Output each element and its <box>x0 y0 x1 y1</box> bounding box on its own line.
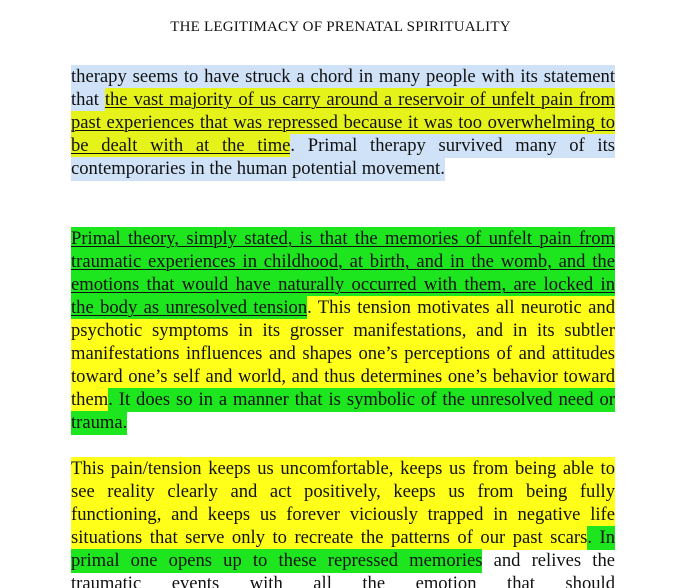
paragraph-2 <box>71 227 615 434</box>
text-segment-green: . It does so in a manner that is symbolic of the unresolved need or trauma. <box>71 389 615 433</box>
paragraph-1 <box>71 65 615 180</box>
text-segment-blue: therapy seems to have struck a chord in many people with its statement that <box>71 66 615 110</box>
text-segment-green: . In primal one opens up to these repressed memories <box>71 527 615 571</box>
paragraph-3 <box>71 457 615 588</box>
text-segment-yellow: . This tension motivates all neurotic and psychotic symptoms in its grosser manifestations, and in its subtler manifestations influences and shapes one’s perceptions of and attitudes toward one’s self and world, and thus determines one’s behavior toward them <box>71 297 615 410</box>
text-segment-plain: and relives the traumatic events with all the emotion that should <box>71 550 616 588</box>
text-segment-green-underlined: Primal theory, simply stated, is that the memories of unfelt pain from traumatic experiences in childhood, at birth, and in the womb, and the emotions that would have naturally occurred with them, are locked in the body as unresolved tension <box>71 228 615 318</box>
running-header: THE LEGITIMACY OF PRENATAL SPIRITUALITY <box>170 19 511 35</box>
text-segment-blue: . Primal therapy survived many of its contemporaries in the human potential movement. <box>71 135 615 179</box>
text-segment-lime-underlined: the vast majority of us carry around a reservoir of unfelt pain from past experiences that was repressed because it was too overwhelming to be dealt with at the time <box>71 89 615 156</box>
text-segment-yellow: This pain/tension keeps us uncomfortable, keeps us from being able to see reality clearly and act positively, keeps us from being fully functioning, and keeps us forever viciously trapped in negative life situations that serve only to recreate the patterns of our past scars <box>71 458 615 548</box>
